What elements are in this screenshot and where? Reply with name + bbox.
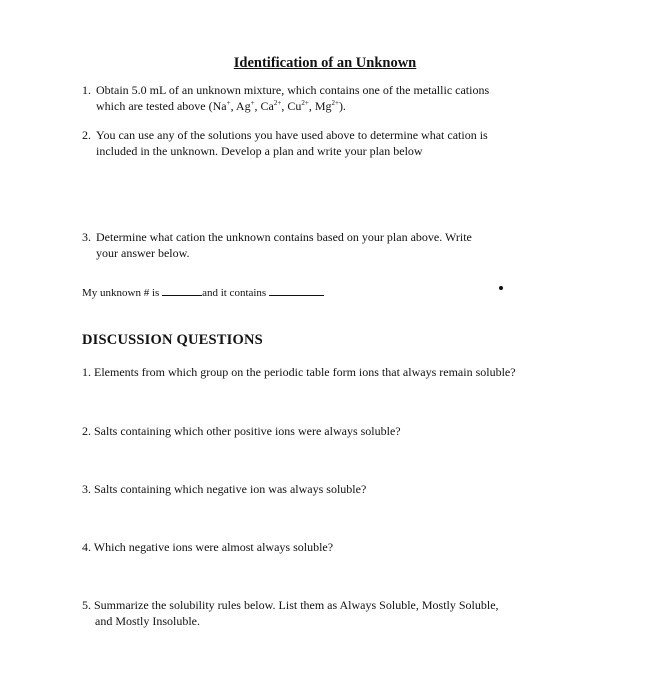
- ion-symbol: Na: [212, 99, 227, 113]
- step-text: Obtain 5.0 mL of an unknown mixture, which contains one of the metallic cations: [96, 83, 490, 97]
- question-text: Summarize the solubility rules below. List them as Always Soluble, Mostly Soluble,: [94, 598, 499, 612]
- unknown-answer-line: [82, 285, 324, 301]
- ion-charge: 2+: [301, 99, 309, 107]
- step-text-prefix: which are tested above (: [96, 99, 213, 113]
- step-number: 1.: [82, 83, 91, 97]
- step-text-cont: [82, 98, 489, 114]
- question-text: Salts containing which other positive ions were always soluble?: [94, 424, 401, 438]
- page-title: Identification of an Unknown: [233, 55, 417, 71]
- step-text: You can use any of the solutions you have used above to determine what cation is: [96, 128, 488, 142]
- discussion-heading: DISCUSSION QUESTIONS: [82, 332, 263, 348]
- unknown-label: My unknown # is: [82, 287, 160, 299]
- ion-separator: ,: [281, 99, 288, 113]
- contains-label: and it contains: [202, 287, 267, 299]
- unknown-number-blank[interactable]: [162, 285, 202, 296]
- question-text: Elements from which group on the periodic table form ions that always remain soluble?: [94, 365, 516, 379]
- step-number: 2.: [82, 128, 91, 142]
- step-text-cont: included in the unknown. Develop a plan and write your plan below: [96, 144, 423, 158]
- question-text: Which negative ions were almost always soluble?: [93, 540, 334, 554]
- ion-symbol: Cu: [287, 99, 302, 113]
- ion-charge: 2+: [331, 99, 339, 107]
- discussion-question-1: [82, 364, 516, 380]
- ion-charge: +: [226, 99, 231, 107]
- step-1: [82, 82, 489, 114]
- question-text-cont: and Mostly Insoluble.: [95, 614, 200, 628]
- step-text-cont: your answer below.: [96, 246, 190, 260]
- ion-separator: ,: [230, 99, 236, 113]
- step-number: 3.: [82, 230, 91, 244]
- step-3: [82, 229, 472, 261]
- discussion-question-2: [82, 423, 401, 439]
- discussion-question-4: [82, 539, 333, 555]
- ion-symbol: Mg: [314, 99, 332, 113]
- question-number: 3.: [82, 482, 91, 496]
- question-number: 4.: [82, 540, 91, 554]
- step-2: [82, 127, 488, 159]
- cation-answer-blank[interactable]: [269, 285, 324, 296]
- question-number: 1.: [82, 365, 91, 379]
- ion-charge: +: [250, 99, 255, 107]
- ion-charge: 2+: [273, 99, 282, 107]
- discussion-question-3: [82, 481, 366, 497]
- ion-separator: ,: [254, 99, 261, 113]
- ion-symbol: Ag: [235, 99, 251, 113]
- discussion-question-5: [82, 597, 499, 629]
- ion-symbol: Ca: [260, 99, 274, 113]
- question-number: 5.: [82, 598, 91, 612]
- question-text: Salts containing which negative ion was always soluble?: [94, 482, 367, 496]
- ion-separator: ,: [308, 99, 315, 113]
- ion-list: [213, 99, 339, 113]
- bullet-dot: [499, 286, 503, 290]
- question-number: 2.: [82, 424, 91, 438]
- step-text-suffix: ).: [338, 99, 346, 113]
- step-text: Determine what cation the unknown contains based on your plan above. Write: [96, 230, 472, 244]
